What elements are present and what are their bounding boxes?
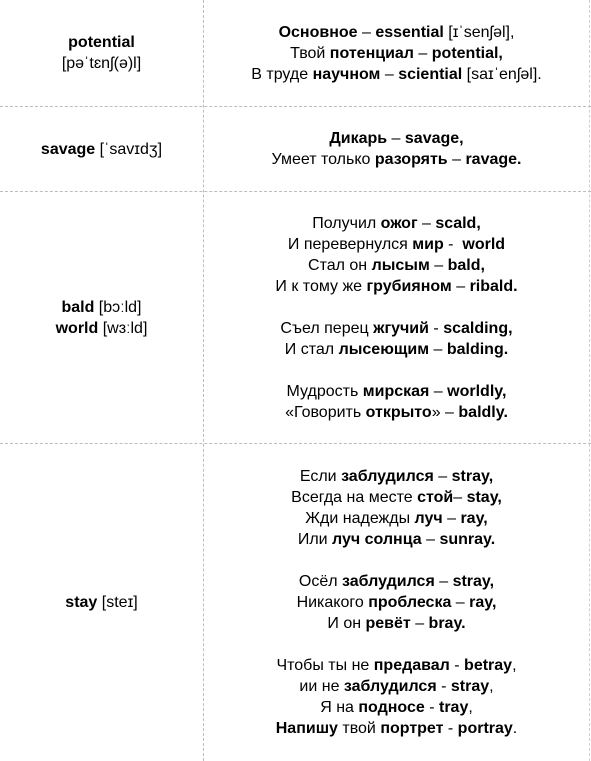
verse-line (251, 64, 541, 85)
bold-word: stray, (452, 573, 495, 590)
bold-word: baldly. (458, 403, 508, 421)
verse-cell (204, 107, 589, 191)
term-line (56, 318, 148, 339)
bold-word: потенциал (329, 44, 414, 62)
text-fragment: И он (327, 615, 366, 632)
bold-word: savage, (404, 130, 464, 147)
verse-line (275, 276, 517, 297)
verse-line (276, 487, 518, 508)
text-fragment: Я на (320, 699, 359, 716)
verse-line (276, 466, 518, 487)
verse-text (276, 466, 518, 739)
bold-word: potential, (431, 44, 503, 62)
verse-text (275, 213, 517, 423)
verse-line (276, 676, 518, 697)
term-line (62, 53, 141, 74)
bold-word: мир (412, 235, 444, 253)
verse-cell (204, 192, 589, 443)
bold-word: лысеющим (338, 340, 430, 358)
bold-word: заблудился (341, 468, 434, 485)
bold-word: ожог (380, 214, 418, 232)
text-fragment: - (424, 699, 439, 716)
term-line (41, 139, 162, 160)
verse-line (275, 381, 517, 402)
verse-line (276, 697, 518, 718)
verse-line (276, 529, 518, 550)
verse-line (275, 339, 517, 360)
bold-word: stay (65, 594, 98, 611)
text-fragment: , (468, 699, 473, 716)
bold-word: жгучий (373, 319, 429, 337)
text-fragment: – (421, 531, 440, 548)
verse-line (276, 571, 518, 592)
text-fragment: [wɜːld] (98, 319, 148, 337)
bold-word: ревёт (365, 615, 411, 632)
verse-line (276, 718, 518, 739)
bold-word: bald, (447, 256, 485, 274)
text-fragment: [ˈsavɪdʒ] (95, 140, 163, 158)
text-fragment: твой (337, 720, 381, 737)
text-fragment: [saɪˈenʃəl]. (462, 65, 542, 83)
verse-cell (204, 0, 589, 106)
verse-line (272, 128, 522, 149)
text-fragment: Если (299, 468, 342, 485)
verse-line (275, 234, 517, 255)
text-fragment: [pəˈtɛnʃ(ə)l] (61, 55, 142, 72)
text-fragment: Осёл (298, 573, 343, 590)
table-row (0, 444, 591, 761)
text-fragment: – (410, 615, 429, 632)
bold-word: Основное (278, 23, 358, 41)
bold-word: sunray. (439, 531, 496, 548)
bold-word: лысым (371, 256, 430, 274)
text-fragment: – (434, 573, 453, 590)
bold-word: луч солнца (332, 531, 422, 548)
verse-text (251, 22, 541, 85)
term-cell (0, 444, 203, 761)
term-line (56, 297, 148, 318)
verse-line (275, 360, 517, 381)
text-fragment: ии не (299, 678, 344, 695)
bold-word: stray, (451, 468, 494, 485)
bold-word: savage (40, 140, 96, 158)
bold-word: мирская (362, 382, 430, 400)
bold-word: world (462, 235, 506, 253)
bold-word: ribald. (469, 277, 518, 295)
text-fragment: «Говорить (285, 403, 366, 421)
text-fragment: - (443, 720, 458, 737)
text-fragment: » – (431, 403, 459, 421)
table-row (0, 0, 591, 107)
bold-word: stray (450, 678, 490, 695)
bold-word: заблудился (343, 678, 437, 695)
text-fragment: [steɪ] (97, 594, 138, 611)
text-fragment: – (447, 151, 466, 168)
text-fragment: Жди надежды (305, 510, 415, 527)
text-fragment: Всегда на месте (291, 489, 418, 506)
text-fragment: – (387, 130, 405, 147)
verse-line (251, 22, 541, 43)
bold-word: betray (464, 657, 513, 674)
term-cell (0, 107, 203, 191)
bold-word: sciential (398, 65, 463, 83)
verse-line (275, 213, 517, 234)
verse-line (275, 318, 517, 339)
verse-line (275, 402, 517, 423)
text-fragment: И к тому же (275, 277, 367, 295)
table-row (0, 107, 591, 192)
text-fragment: - (428, 319, 444, 337)
term-text (41, 139, 162, 160)
term-line (62, 32, 141, 53)
bold-word: stay, (466, 489, 502, 506)
term-cell (0, 0, 203, 106)
bold-word: заблудился (342, 573, 435, 590)
table-row (0, 192, 591, 444)
term-line (65, 592, 137, 613)
text-fragment: Стал он (308, 256, 372, 274)
term-text (62, 32, 141, 74)
bold-word: portray (457, 720, 513, 737)
text-fragment: Съел перец (280, 319, 374, 337)
text-fragment: Получил (312, 214, 381, 232)
text-fragment: – (413, 44, 432, 62)
text-fragment: , (489, 678, 494, 695)
text-fragment: Умеет только (271, 151, 375, 168)
text-fragment: – (429, 256, 448, 274)
text-fragment: – (442, 510, 461, 527)
verse-line (276, 508, 518, 529)
term-text (56, 297, 148, 339)
bold-word: Напишу (275, 720, 338, 737)
bold-word: разорять (374, 151, 448, 168)
verse-line (272, 149, 522, 170)
bold-word: предавал (373, 657, 450, 674)
text-fragment: – (433, 468, 452, 485)
bold-word: подносе (358, 699, 425, 716)
text-fragment: – (429, 382, 448, 400)
bold-word: potential (68, 34, 135, 51)
verse-line (276, 550, 518, 571)
verse-line (276, 655, 518, 676)
text-fragment: - (449, 657, 465, 674)
bold-word: грубияном (366, 277, 452, 295)
text-fragment: И стал (284, 340, 339, 358)
text-fragment: – (357, 23, 376, 41)
bold-word: worldly, (447, 382, 507, 400)
verse-line (275, 297, 517, 318)
text-fragment: Твой (290, 44, 330, 62)
bold-word: Дикарь (329, 130, 388, 147)
text-fragment: Чтобы ты не (276, 657, 374, 674)
bold-word: essential (375, 23, 444, 41)
bold-word: научном (312, 65, 381, 83)
text-fragment: – (417, 214, 436, 232)
bold-word: world (55, 319, 99, 337)
verse-cell (204, 444, 589, 761)
text-fragment: В труде (251, 65, 313, 83)
bold-word: луч (414, 510, 443, 527)
bold-word: портрет (380, 720, 444, 737)
text-fragment: , (512, 657, 517, 674)
bold-word: tray (439, 699, 469, 716)
text-fragment: - (443, 235, 463, 253)
verse-line (276, 592, 518, 613)
text-fragment: . (512, 720, 518, 737)
bold-word: bald (61, 298, 95, 316)
text-fragment: Мудрость (286, 382, 363, 400)
text-fragment: [bɔːld] (94, 298, 142, 316)
bold-word: ray, (460, 510, 488, 527)
bold-word: balding. (446, 340, 509, 358)
bold-word: проблеска (368, 594, 452, 611)
text-fragment: – (380, 65, 399, 83)
verse-text (272, 128, 522, 170)
verse-line (251, 43, 541, 64)
verse-line (275, 255, 517, 276)
bold-word: открыто (365, 403, 432, 421)
text-fragment: И перевернулся (287, 235, 413, 253)
verse-line (276, 613, 518, 634)
term-cell (0, 192, 203, 443)
bold-word: bray. (428, 615, 466, 632)
bold-word: scald, (435, 214, 481, 232)
text-fragment: Никакого (296, 594, 369, 611)
text-fragment: – (451, 594, 470, 611)
bold-word: ray, (469, 594, 497, 611)
text-fragment: [ɪˈsenʃəl], (443, 23, 515, 41)
text-fragment: – (451, 277, 470, 295)
bold-word: scalding, (443, 319, 513, 337)
text-fragment: Или (297, 531, 333, 548)
text-fragment: – (453, 489, 467, 506)
verse-line (276, 634, 518, 655)
bold-word: ravage. (465, 151, 522, 168)
bold-word: стой (417, 489, 454, 506)
text-fragment: – (429, 340, 447, 358)
term-text (65, 592, 137, 613)
text-fragment: - (436, 678, 451, 695)
